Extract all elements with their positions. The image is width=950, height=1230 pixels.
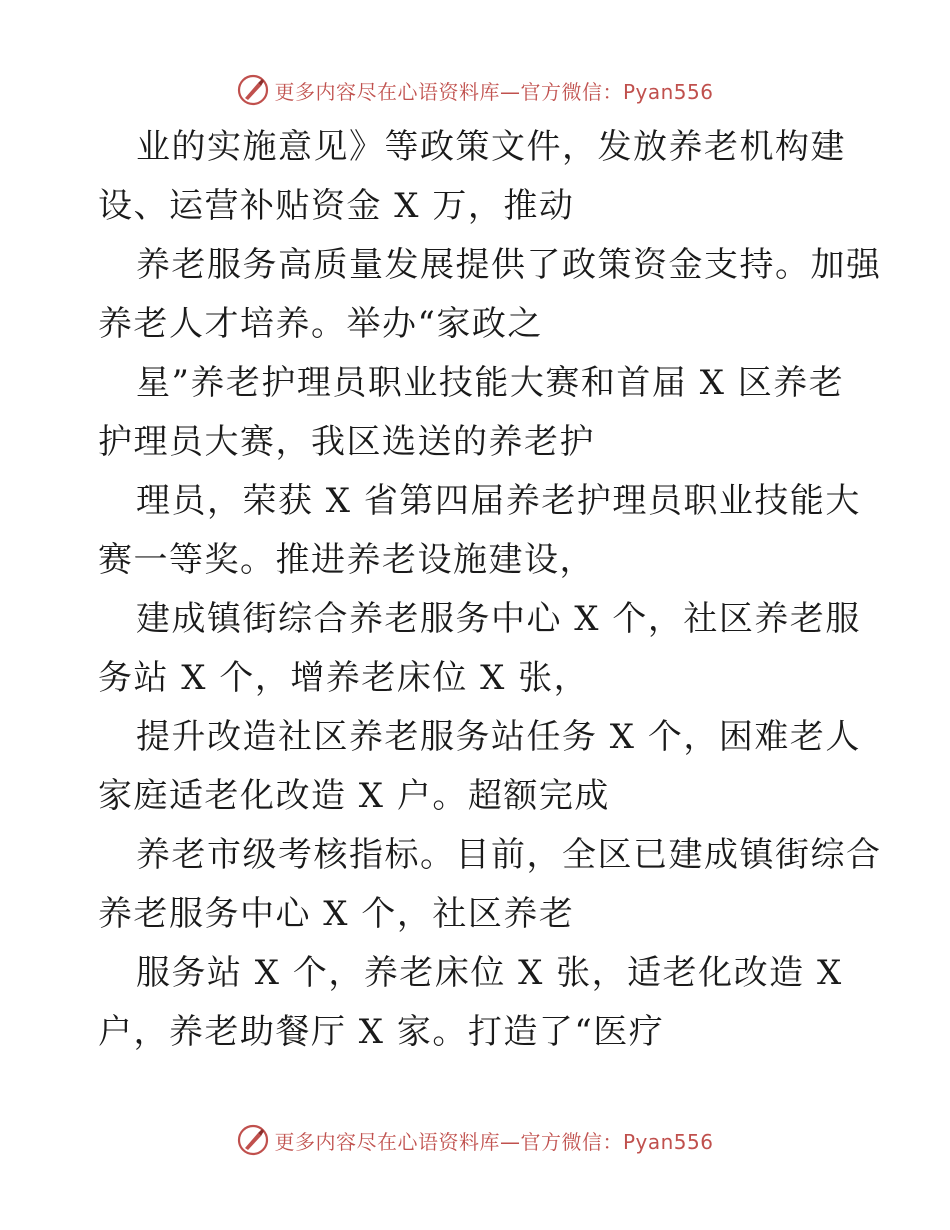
text-line: 星”养老护理员职业技能大赛和首届 X 区养老 — [136, 363, 845, 403]
pen-logo-icon — [236, 73, 270, 107]
text-line: 务站 X 个，增养老床位 X 张， — [98, 658, 590, 698]
text-line: 提升改造社区养老服务站任务 X 个，困难老人 — [136, 717, 861, 757]
watermark-text: 更多内容尽在心语资料库—官方微信：Pyan556 — [274, 79, 714, 104]
text-line: 养老服务高质量发展提供了政策资金支持。加强 — [136, 245, 882, 285]
pen-logo-icon — [236, 1123, 270, 1157]
text-line: 护理员大赛，我区选送的养老护 — [98, 422, 595, 462]
footer-watermark — [0, 1120, 950, 1160]
text-line: 服务站 X 个，养老床位 X 张，适老化改造 X — [136, 953, 843, 993]
text-line: 户，养老助餐厅 X 家。打造了“医疗 — [98, 1012, 665, 1052]
watermark-text: 更多内容尽在心语资料库—官方微信：Pyan556 — [274, 1129, 714, 1154]
text-line: 设、运营补贴资金 X 万，推动 — [98, 186, 575, 226]
text-line: 理员，荣获 X 省第四届养老护理员职业技能大 — [136, 481, 861, 521]
text-line: 养老人才培养。举办“家政之 — [98, 304, 543, 344]
header-watermark — [0, 70, 950, 110]
text-line: 养老市级考核指标。目前，全区已建成镇街综合 — [136, 835, 882, 875]
text-line: 家庭适老化改造 X 户。超额完成 — [98, 776, 610, 816]
text-line: 赛一等奖。推进养老设施建设， — [98, 540, 595, 580]
text-line: 建成镇街综合养老服务中心 X 个，社区养老服 — [136, 599, 861, 639]
text-line: 养老服务中心 X 个，社区养老 — [98, 894, 575, 934]
document-body — [98, 118, 882, 1062]
text-line: 业的实施意见》等政策文件，发放养老机构建 — [136, 127, 846, 167]
